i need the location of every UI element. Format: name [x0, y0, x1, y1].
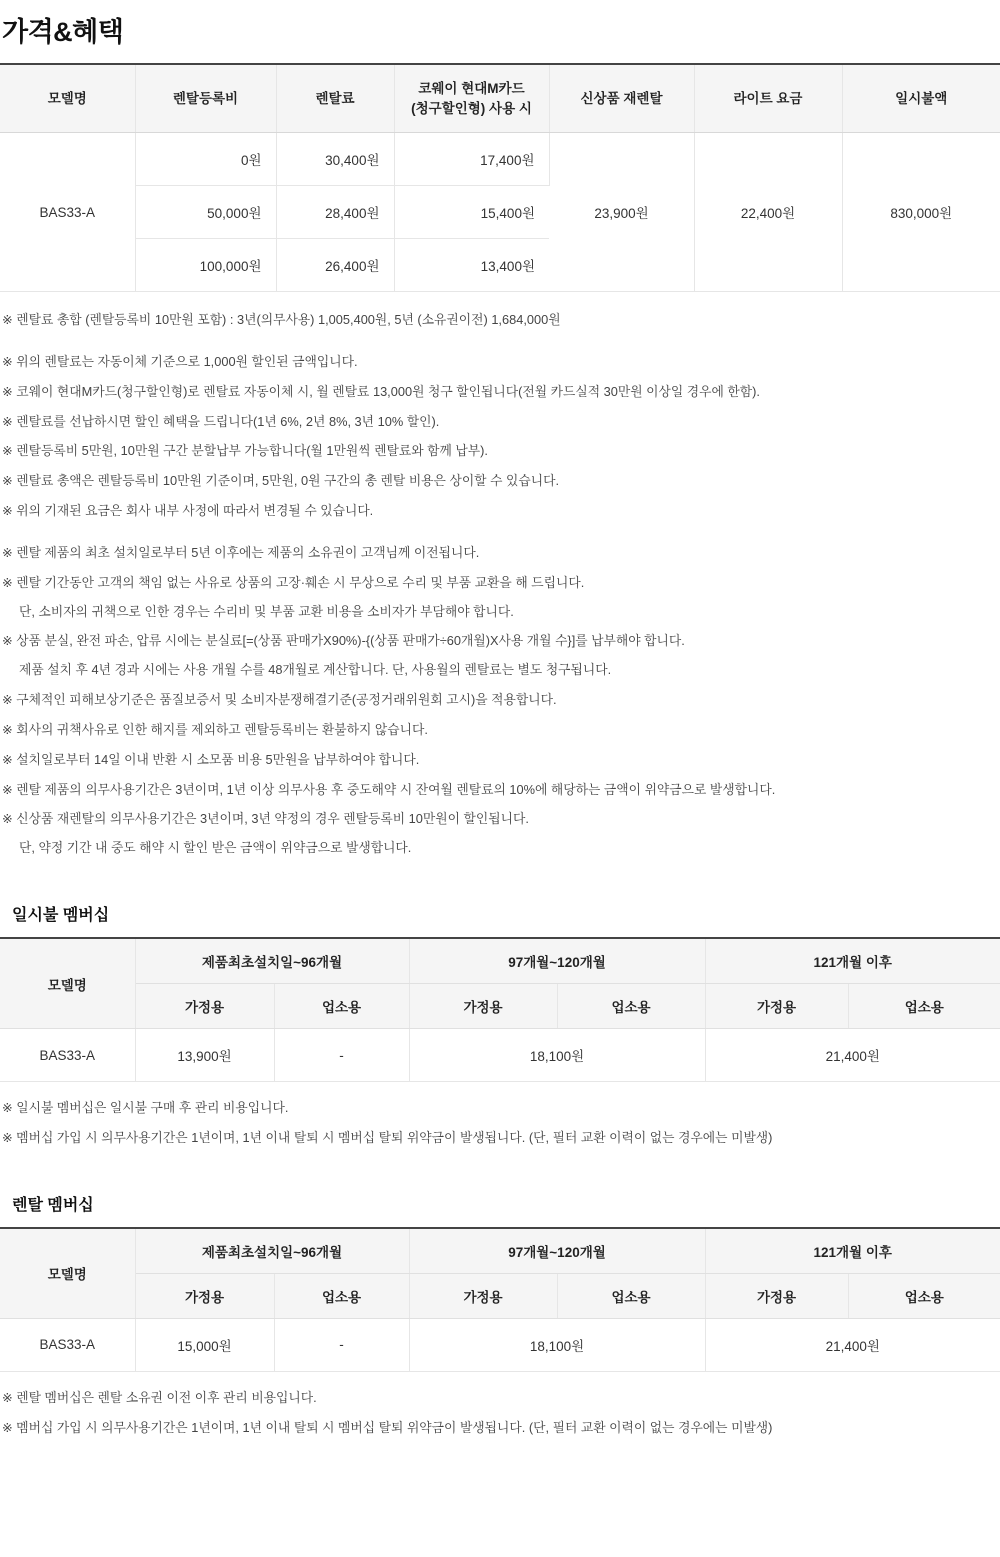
note-item: ※ 멤버십 가입 시 의무사용기간은 1년이며, 1년 이내 탈퇴 시 멤버십 탈퇴 위약금이 발생됩니다. (단, 필터 교환 이력이 없는 경우에는 미발생)	[2, 1419, 773, 1435]
cell-registration-fee: 0원	[135, 133, 276, 186]
rental-membership-header-row-2	[0, 1273, 1000, 1318]
card-discount-line1: 코웨이 현대M카드	[418, 81, 525, 96]
lump-membership-header-row-2	[0, 984, 1000, 1029]
cell-light-fee: 22,400원	[694, 133, 842, 292]
rental-membership-section	[0, 1192, 1000, 1438]
table-row	[0, 1318, 1000, 1371]
col-header-registration-fee: 렌탈등록비	[135, 65, 276, 133]
note-item: ※ 렌탈 기간동안 고객의 책임 없는 사유로 상품의 고장·훼손 시 무상으로 수리 및 부품 교환을 해 드립니다.	[2, 574, 585, 590]
note-item: ※ 렌탈등록비 5만원, 10만원 구간 분할납부 가능합니다(월 1만원씩 렌탈료와 함께 납부).	[2, 443, 488, 459]
note-item: ※ 위의 기재된 요금은 회사 내부 사정에 따라서 변경될 수 있습니다.	[2, 503, 374, 519]
cell-p3: 21,400원	[705, 1029, 1000, 1082]
page-title: 가격&혜택	[2, 17, 124, 47]
note-total-rental: ※ 렌탈료 총합 (렌탈등록비 10만원 포함) : 3년(의무사용) 1,005,400원, 5년 (소유권이전) 1,684,000원	[2, 312, 561, 328]
col-header-period-3: 121개월 이후	[705, 939, 1000, 984]
col-header-p3-business: 업소용	[848, 984, 1000, 1029]
note-item: ※ 렌탈료를 선납하시면 할인 혜택을 드립니다(1년 6%, 2년 8%, 3년 10% 할인).	[2, 413, 440, 429]
col-header-p3-home: 가정용	[705, 1273, 848, 1318]
cell-p1-business: -	[274, 1318, 409, 1371]
col-header-p1-business: 업소용	[274, 1273, 409, 1318]
cell-p2: 18,100원	[409, 1029, 705, 1082]
table-row	[0, 1029, 1000, 1082]
note-item: ※ 회사의 귀책사유로 인한 해지를 제외하고 렌탈등록비는 환불하지 않습니다.	[2, 721, 428, 737]
rental-membership-table-head	[0, 1229, 1000, 1319]
cell-card-fee: 15,400원	[394, 186, 549, 239]
cell-registration-fee: 50,000원	[135, 186, 276, 239]
col-header-period-1: 제품최초설치일~96개월	[135, 1229, 409, 1274]
note-item: ※ 멤버십 가입 시 의무사용기간은 1년이며, 1년 이내 탈퇴 시 멤버십 탈퇴 위약금이 발생됩니다. (단, 필터 교환 이력이 없는 경우에는 미발생)	[2, 1129, 773, 1145]
table-row	[0, 133, 1000, 186]
col-header-p1-business: 업소용	[274, 984, 409, 1029]
col-header-p1-home: 가정용	[135, 984, 274, 1029]
col-header-lump-sum: 일시불액	[842, 65, 1000, 133]
cell-card-fee: 17,400원	[394, 133, 549, 186]
col-header-model: 모델명	[0, 65, 135, 133]
col-header-period-2: 97개월~120개월	[409, 939, 705, 984]
note-item: ※ 구체적인 피해보상기준은 품질보증서 및 소비자분쟁해결기준(공정거래위원회 고시)을 적용합니다.	[2, 692, 557, 708]
col-header-period-3: 121개월 이후	[705, 1229, 1000, 1274]
cell-p3: 21,400원	[705, 1318, 1000, 1371]
col-header-p2-home: 가정용	[409, 984, 557, 1029]
col-header-p3-business: 업소용	[848, 1273, 1000, 1318]
rental-membership-notes	[2, 1388, 1000, 1438]
note-item: 단, 소비자의 귀책으로 인한 경우는 수리비 및 부품 교환 비용을 소비자가 부담해야 합니다.	[19, 603, 514, 619]
cell-rental-fee: 30,400원	[276, 133, 394, 186]
rental-membership-table	[0, 1229, 1000, 1372]
note-item: ※ 상품 분실, 완전 파손, 압류 시에는 분실료[=(상품 판매가X90%)-{(상품 판매가÷60개월)X사용 개월 수}]를 납부해야 합니다.	[2, 633, 685, 649]
note-item: ※ 위의 렌탈료는 자동이체 기준으로 1,000원 할인된 금액입니다.	[2, 353, 358, 369]
lump-membership-table-head	[0, 939, 1000, 1029]
col-header-p2-business: 업소용	[557, 1273, 705, 1318]
note-item: ※ 일시불 멤버십은 일시불 구매 후 관리 비용입니다.	[2, 1100, 289, 1116]
cell-p1-business: -	[274, 1029, 409, 1082]
cell-model-name: BAS33-A	[0, 1029, 135, 1082]
cell-model-name: BAS33-A	[0, 133, 135, 292]
note-item: ※ 렌탈료 총액은 렌탈등록비 10만원 기준이며, 5만원, 0원 구간의 총 렌탈 비용은 상이할 수 있습니다.	[2, 473, 560, 489]
cell-rental-fee: 28,400원	[276, 186, 394, 239]
col-header-model: 모델명	[0, 1229, 135, 1319]
section-title-lump-membership: 일시불 멤버십	[12, 907, 110, 925]
cell-p2: 18,100원	[409, 1318, 705, 1371]
cell-rental-fee: 26,400원	[276, 239, 394, 292]
cell-new-rerental: 23,900원	[549, 133, 694, 292]
col-header-p2-home: 가정용	[409, 1273, 557, 1318]
note-item: ※ 렌탈 제품의 의무사용기간은 3년이며, 1년 이상 의무사용 후 중도해약 시 잔여월 렌탈료의 10%에 해당하는 금액이 위약금으로 발생합니다.	[2, 781, 776, 797]
col-header-p2-business: 업소용	[557, 984, 705, 1029]
note-item: ※ 코웨이 현대M카드(청구할인형)로 렌탈료 자동이체 시, 월 렌탈료 13,000원 청구 할인됩니다(전월 카드실적 30만원 이상일 경우에 한함).	[2, 383, 760, 399]
note-item: ※ 설치일로부터 14일 이내 반환 시 소모품 비용 5만원을 납부하여야 합니다.	[2, 751, 420, 767]
cell-registration-fee: 100,000원	[135, 239, 276, 292]
price-table-header-row	[0, 65, 1000, 133]
notes-section	[2, 310, 1000, 858]
lump-membership-table-body	[0, 1029, 1000, 1082]
col-header-model: 모델명	[0, 939, 135, 1029]
col-header-card-discount	[394, 65, 549, 133]
price-table-head	[0, 65, 1000, 133]
rental-membership-table-body	[0, 1318, 1000, 1371]
cell-model-name: BAS33-A	[0, 1318, 135, 1371]
col-header-period-2: 97개월~120개월	[409, 1229, 705, 1274]
section-title-rental-membership: 렌탈 멤버십	[12, 1196, 94, 1214]
note-item: ※ 렌탈 제품의 최초 설치일로부터 5년 이후에는 제품의 소유권이 고객님께 이전됩니다.	[2, 544, 480, 560]
lump-membership-section	[0, 902, 1000, 1148]
col-header-p1-home: 가정용	[135, 1273, 274, 1318]
cell-lump-sum: 830,000원	[842, 133, 1000, 292]
note-item: 단, 약정 기간 내 중도 해약 시 할인 받은 금액이 위약금으로 발생합니다.	[19, 840, 412, 856]
rental-membership-header-row-1	[0, 1229, 1000, 1274]
price-table-body	[0, 133, 1000, 292]
cell-p1-home: 15,000원	[135, 1318, 274, 1371]
price-benefit-page	[0, 10, 1000, 1437]
col-header-rental-fee: 렌탈료	[276, 65, 394, 133]
note-item: 제품 설치 후 4년 경과 시에는 사용 개월 수를 48개월로 계산합니다. 단, 사용월의 렌탈료는 별도 청구됩니다.	[19, 662, 612, 678]
note-item: ※ 신상품 재렌탈의 의무사용기간은 3년이며, 3년 약정의 경우 렌탈등록비 10만원이 할인됩니다.	[2, 811, 529, 827]
col-header-p3-home: 가정용	[705, 984, 848, 1029]
lump-membership-table	[0, 939, 1000, 1082]
col-header-light-fee: 라이트 요금	[694, 65, 842, 133]
cell-p1-home: 13,900원	[135, 1029, 274, 1082]
col-header-period-1: 제품최초설치일~96개월	[135, 939, 409, 984]
card-discount-line2: (청구할인형) 사용 시	[411, 100, 532, 116]
note-item: ※ 렌탈 멤버십은 렌탈 소유권 이전 이후 관리 비용입니다.	[2, 1389, 317, 1405]
cell-card-fee: 13,400원	[394, 239, 549, 292]
lump-membership-header-row-1	[0, 939, 1000, 984]
col-header-new-rerental: 신상품 재렌탈	[549, 65, 694, 133]
price-table	[0, 65, 1000, 292]
lump-membership-notes	[2, 1098, 1000, 1148]
